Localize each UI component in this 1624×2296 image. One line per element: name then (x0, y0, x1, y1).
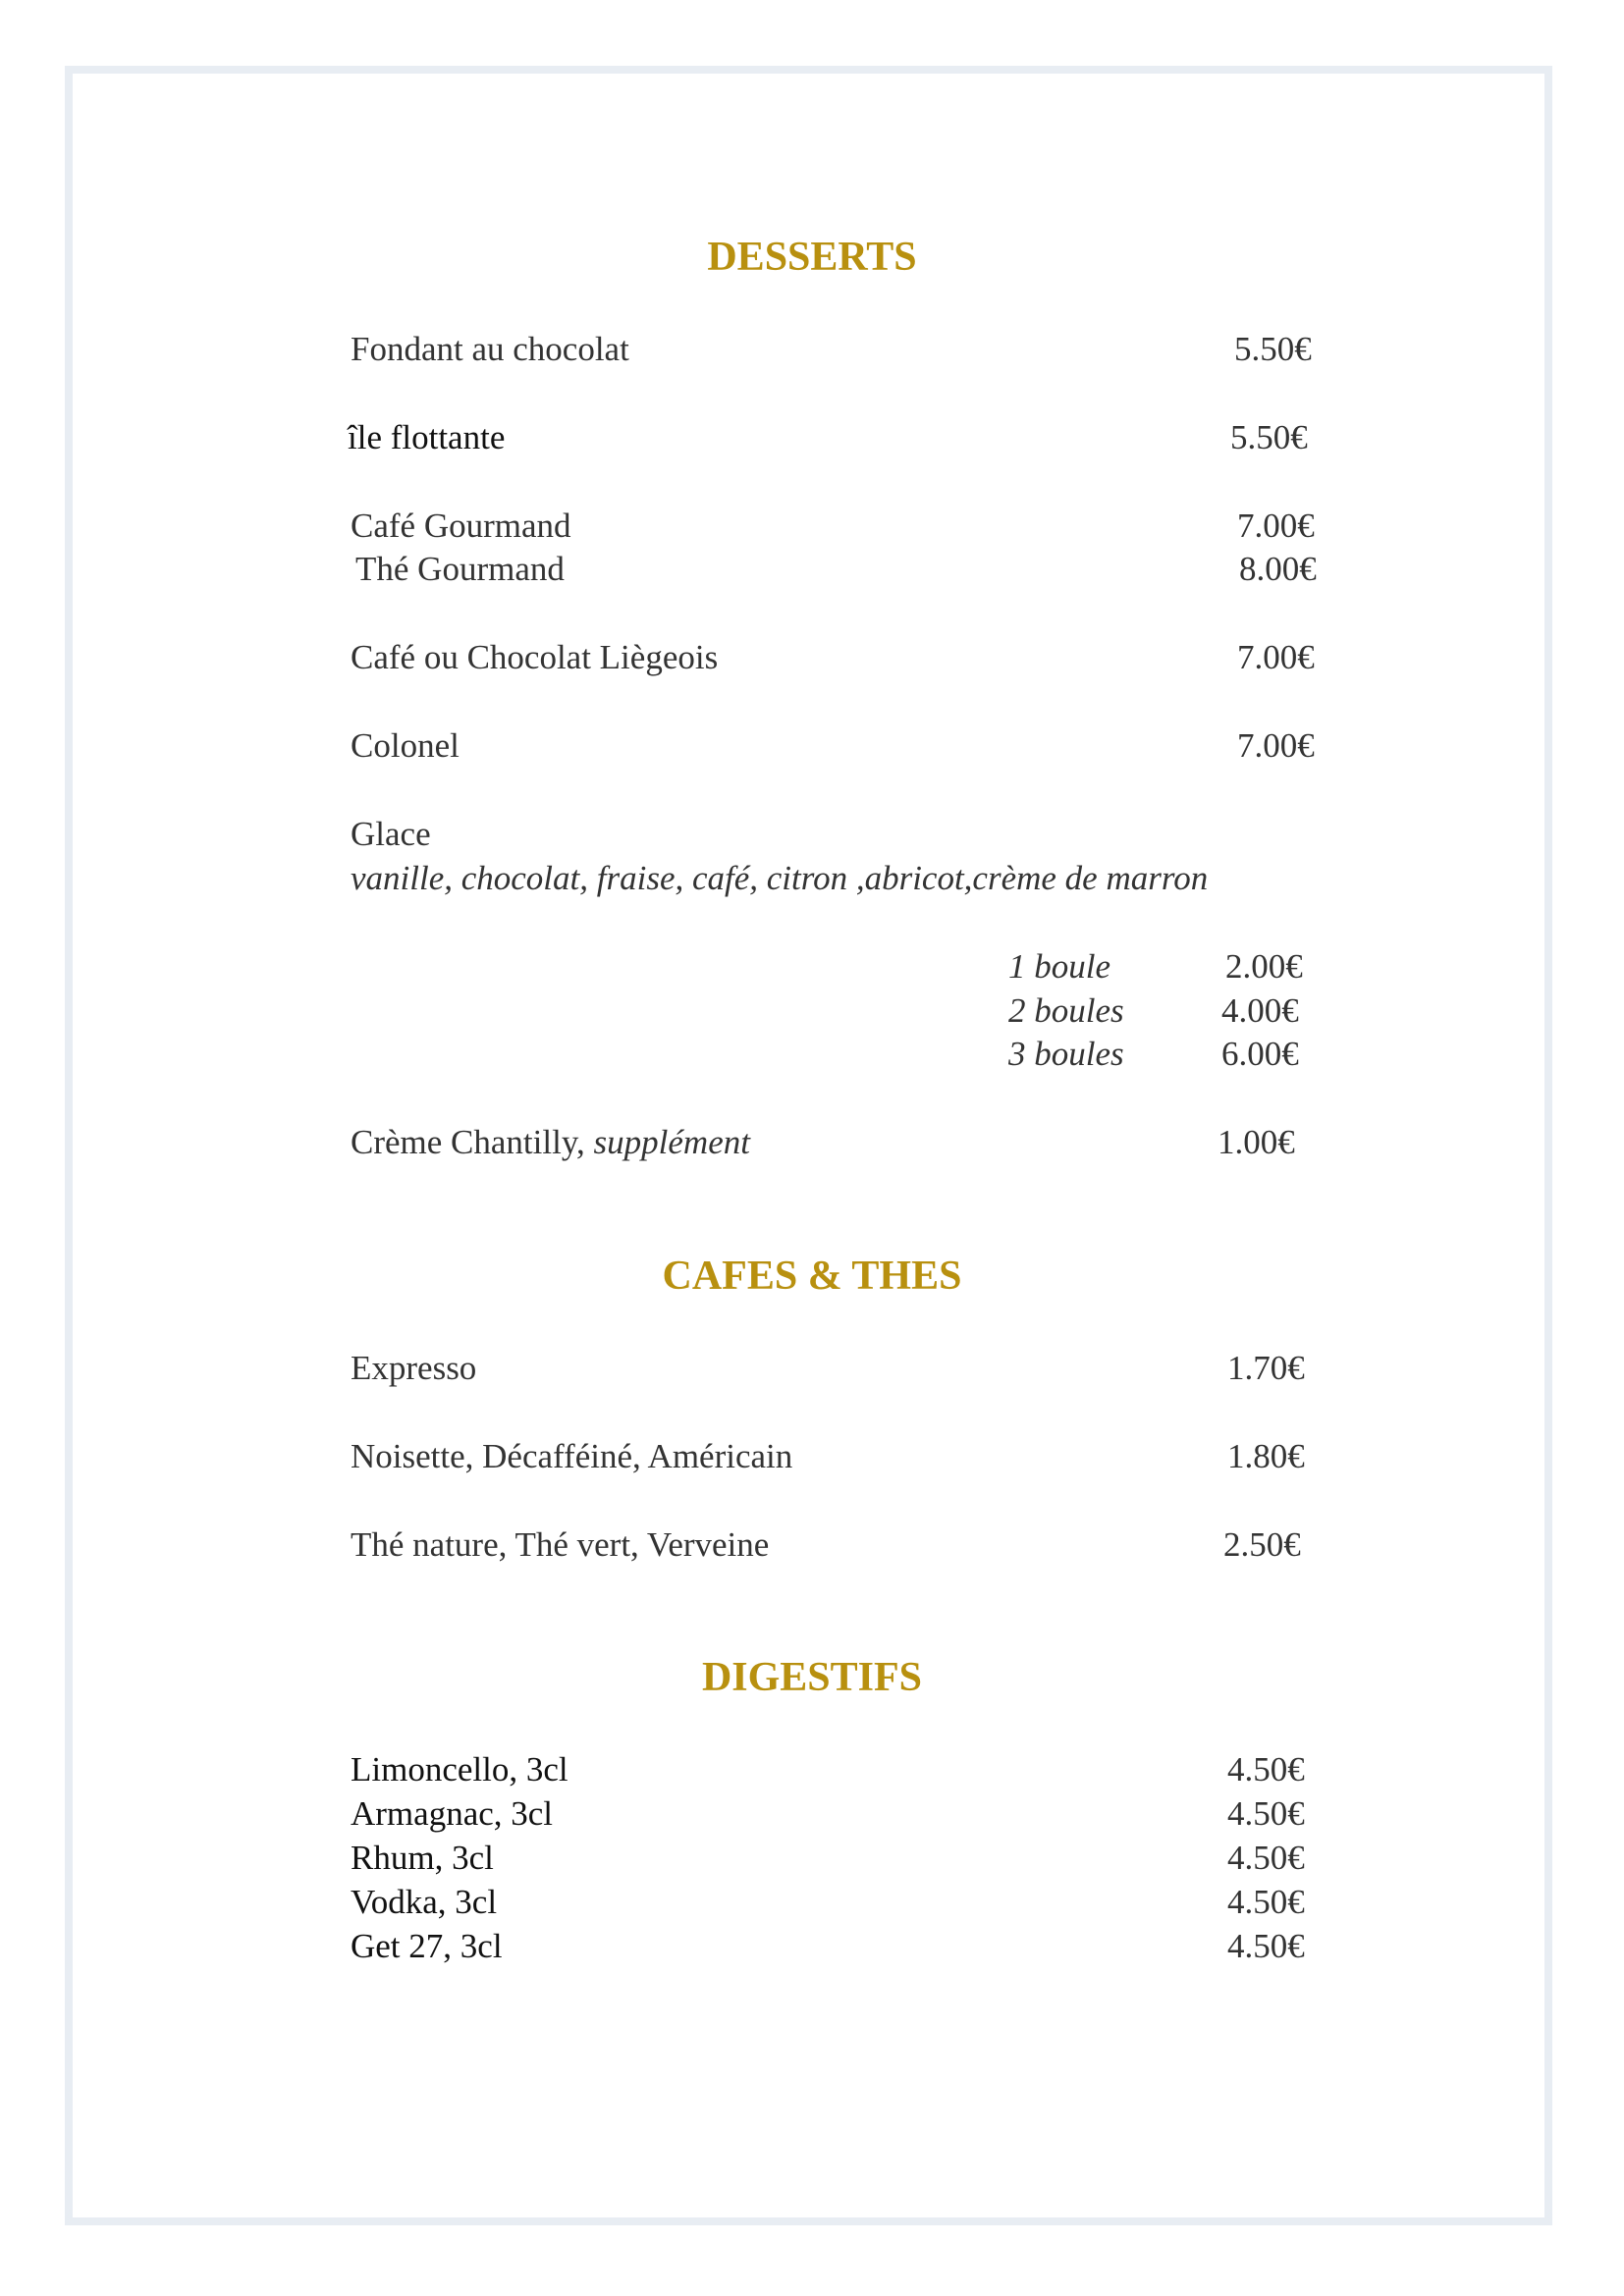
ile-flottante-price: 5.50€ (1230, 418, 1308, 456)
glace-option-price: 2.00€ (1225, 947, 1303, 986)
fondant-name: Fondant au chocolat (351, 330, 629, 368)
chantilly-line (351, 1121, 750, 1164)
glace-option-price: 4.00€ (1221, 991, 1299, 1030)
cafe-item-price: 1.70€ (1227, 1349, 1305, 1387)
digestif-name: Rhum, 3cl (351, 1839, 494, 1877)
digestif-price: 4.50€ (1227, 1927, 1305, 1965)
cafe-item-price: 1.80€ (1227, 1437, 1305, 1475)
desserts-heading: DESSERTS (707, 235, 917, 280)
glace-flavours: vanille, chocolat, fraise, café, citron ,abricot,crème de marron (351, 859, 1209, 897)
cafe-item-name: Noisette, Décafféiné, Américain (351, 1437, 793, 1475)
glace-option-label: 1 boule (1008, 947, 1111, 986)
chantilly-name: Crème Chantilly, (351, 1123, 585, 1161)
page-border (65, 66, 1552, 2225)
glace-option-price: 6.00€ (1221, 1035, 1299, 1073)
liegeois-price: 7.00€ (1237, 638, 1315, 676)
chantilly-note: supplément (593, 1123, 750, 1161)
the-gourmand-price: 8.00€ (1239, 550, 1317, 588)
liegeois-name: Café ou Chocolat Liègeois (351, 638, 719, 676)
glace-option-label: 2 boules (1008, 991, 1124, 1030)
digestif-price: 4.50€ (1227, 1839, 1305, 1877)
fondant-price: 5.50€ (1234, 330, 1312, 368)
digestif-name: Vodka, 3cl (351, 1883, 498, 1921)
digestif-price: 4.50€ (1227, 1750, 1305, 1789)
digestifs-heading: DIGESTIFS (701, 1655, 923, 1700)
colonel-name: Colonel (351, 726, 460, 765)
cafe-gourmand-price: 7.00€ (1237, 507, 1315, 545)
ile-flottante-name: île flottante (348, 418, 506, 456)
digestif-name: Limoncello, 3cl (351, 1750, 568, 1789)
the-gourmand-name: Thé Gourmand (355, 550, 565, 588)
cafes-heading: CAFES & THES (662, 1254, 962, 1299)
colonel-price: 7.00€ (1237, 726, 1315, 765)
digestif-name: Get 27, 3cl (351, 1927, 503, 1965)
chantilly-price: 1.00€ (1218, 1123, 1295, 1161)
glace-option-label: 3 boules (1008, 1035, 1124, 1073)
digestif-price: 4.50€ (1227, 1883, 1305, 1921)
cafe-item-price: 2.50€ (1223, 1525, 1301, 1564)
cafe-item-name: Expresso (351, 1349, 477, 1387)
cafe-item-name: Thé nature, Thé vert, Verveine (351, 1525, 770, 1564)
glace-name: Glace (351, 815, 431, 853)
cafe-gourmand-name: Café Gourmand (351, 507, 571, 545)
digestif-price: 4.50€ (1227, 1794, 1305, 1833)
digestif-name: Armagnac, 3cl (351, 1794, 554, 1833)
